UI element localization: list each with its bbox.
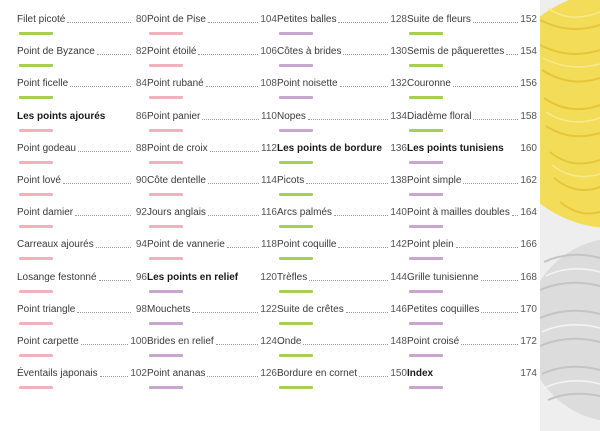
- toc-entry-row: [147, 135, 277, 161]
- toc-entry[interactable]: [407, 264, 537, 296]
- color-bar: [279, 32, 313, 35]
- dot-leader: [210, 151, 259, 152]
- dot-leader: [512, 215, 518, 216]
- toc-entry-row: [277, 264, 407, 290]
- toc-entry[interactable]: [407, 38, 537, 70]
- dot-leader: [81, 344, 129, 345]
- toc-page-number: 136: [390, 142, 407, 154]
- toc-entry[interactable]: [17, 264, 147, 296]
- toc-entry[interactable]: [17, 231, 147, 263]
- toc-entry[interactable]: [17, 167, 147, 199]
- dot-leader: [77, 312, 131, 313]
- toc-page-number: 126: [260, 367, 277, 379]
- toc-entry[interactable]: [17, 360, 147, 392]
- color-bar: [19, 129, 53, 132]
- toc-entry-row: [17, 264, 147, 290]
- dot-leader: [338, 22, 388, 23]
- toc-entry-title: Point de Byzance: [17, 45, 95, 57]
- toc-entry-title: Carreaux ajourés: [17, 238, 94, 250]
- toc-entry-title: Les points de bordure: [277, 142, 383, 154]
- dot-leader: [97, 54, 131, 55]
- toc-page-number: 148: [390, 335, 407, 347]
- toc-entry-title: Point godeau: [17, 142, 76, 154]
- color-bar: [279, 322, 313, 325]
- color-bar: [19, 225, 53, 228]
- toc-entry-title: Point de Pise: [147, 13, 206, 25]
- yarn-illustration: [540, 0, 600, 431]
- toc-entry[interactable]: [407, 199, 537, 231]
- dot-leader: [461, 344, 518, 345]
- toc-entry-title: Point croisé: [407, 335, 460, 347]
- toc-entry-title: Point simple: [407, 174, 462, 186]
- toc-entry-row: [17, 38, 147, 64]
- toc-entry[interactable]: [147, 38, 277, 70]
- dot-leader: [67, 22, 131, 23]
- toc-entry-row: [17, 231, 147, 257]
- dot-leader: [506, 54, 518, 55]
- dot-leader: [334, 215, 388, 216]
- color-bar: [409, 161, 443, 164]
- toc-entry[interactable]: [277, 103, 407, 135]
- toc-entry[interactable]: [277, 360, 407, 392]
- toc-entry-title: Les points tunisiens: [407, 142, 504, 154]
- dot-leader: [70, 86, 131, 87]
- color-bar: [409, 64, 443, 67]
- toc-page-number: 150: [390, 367, 407, 379]
- color-bar: [149, 96, 183, 99]
- toc-entry[interactable]: [147, 70, 277, 102]
- color-bar: [19, 386, 53, 389]
- color-bar: [279, 225, 313, 228]
- toc-entry[interactable]: [17, 38, 147, 70]
- toc-page-number: 94: [135, 238, 147, 250]
- toc-entry[interactable]: [147, 199, 277, 231]
- toc-entry-row: [147, 167, 277, 193]
- toc-page-number: 122: [260, 303, 277, 315]
- toc-entry-title: Diadème floral: [407, 110, 472, 122]
- toc-entry-title: Mouchets: [147, 303, 191, 315]
- toc-entry-title: Petites coquilles: [407, 303, 480, 315]
- toc-entry[interactable]: [17, 199, 147, 231]
- toc-entry[interactable]: [147, 6, 277, 38]
- toc-entry-row: [277, 296, 407, 322]
- toc-entry-row: [17, 360, 147, 386]
- toc-entry-row: [17, 6, 147, 32]
- toc-page-number: 152: [520, 13, 537, 25]
- toc-page-number: 128: [390, 13, 407, 25]
- dot-leader: [473, 22, 518, 23]
- dot-leader: [309, 280, 388, 281]
- toc-entry-title: Côte dentelle: [147, 174, 206, 186]
- color-bar: [409, 193, 443, 196]
- toc-entry-row: [407, 296, 537, 322]
- toc-page-number: 88: [135, 142, 147, 154]
- toc-entry-title: Index: [407, 367, 434, 379]
- color-bar: [279, 96, 313, 99]
- toc-entry-row: [147, 360, 277, 386]
- toc-entry-title: Point à mailles doubles: [407, 206, 510, 218]
- toc-page-number: 116: [261, 206, 277, 218]
- dot-leader: [216, 344, 259, 345]
- toc-section-heading[interactable]: [407, 135, 537, 167]
- toc-page-number: 172: [520, 335, 537, 347]
- toc-entry[interactable]: [147, 135, 277, 167]
- toc-entry-row: [277, 360, 407, 386]
- color-bar: [149, 386, 183, 389]
- toc-entry[interactable]: [147, 360, 277, 392]
- toc-section-heading[interactable]: [277, 135, 407, 167]
- toc-entry-title: Brides en relief: [147, 335, 214, 347]
- toc-section-heading[interactable]: [407, 360, 537, 392]
- toc-page-number: 138: [390, 174, 407, 186]
- toc-entry[interactable]: [147, 231, 277, 263]
- dot-leader: [208, 22, 258, 23]
- dot-leader: [198, 54, 258, 55]
- color-bar: [279, 161, 313, 164]
- toc-page-number: 164: [520, 206, 537, 218]
- toc-page-number: 108: [260, 77, 277, 89]
- toc-entry[interactable]: [407, 167, 537, 199]
- dot-leader: [303, 344, 388, 345]
- toc-entry-title: Point lové: [17, 174, 61, 186]
- toc-entry-title: Suite de crêtes: [277, 303, 344, 315]
- toc-entry-title: Point coquille: [277, 238, 337, 250]
- toc-entry[interactable]: [407, 328, 537, 360]
- toc-entry[interactable]: [407, 103, 537, 135]
- color-bar: [279, 129, 313, 132]
- dot-leader: [63, 183, 131, 184]
- color-bar: [19, 64, 53, 67]
- dot-leader: [481, 280, 519, 281]
- toc-entry-title: Nopes: [277, 110, 306, 122]
- toc-entry-title: Jours anglais: [147, 206, 206, 218]
- toc-page-number: 100: [130, 335, 147, 347]
- toc-entry-row: [407, 360, 537, 386]
- toc-entry-title: Point ananas: [147, 367, 206, 379]
- toc-page-number: 174: [520, 367, 537, 379]
- toc-entry-row: [17, 199, 147, 225]
- color-bar: [409, 129, 443, 132]
- dot-leader: [208, 183, 259, 184]
- color-bar: [409, 257, 443, 260]
- dot-leader: [343, 54, 388, 55]
- toc-entry[interactable]: [17, 135, 147, 167]
- toc-entry-row: [277, 103, 407, 129]
- toc-entry-row: [407, 38, 537, 64]
- yarn-photo: [540, 0, 600, 431]
- toc-page-number: 106: [260, 45, 277, 57]
- color-bar: [19, 161, 53, 164]
- toc-entry-title: Grille tunisienne: [407, 271, 479, 283]
- color-bar: [149, 193, 183, 196]
- toc-entry-title: Filet picoté: [17, 13, 66, 25]
- toc-entry-row: [277, 199, 407, 225]
- toc-entry-title: Onde: [277, 335, 302, 347]
- toc-page-number: 114: [261, 174, 277, 186]
- toc-page-number: 84: [135, 77, 147, 89]
- toc-entry-row: [277, 70, 407, 96]
- color-bar: [409, 354, 443, 357]
- toc-section-heading[interactable]: [17, 103, 147, 135]
- toc-page-number: 102: [130, 367, 147, 379]
- toc-entry[interactable]: [407, 296, 537, 328]
- color-bar: [149, 290, 183, 293]
- toc-entry[interactable]: [147, 167, 277, 199]
- toc-entry-row: [407, 231, 537, 257]
- toc-entry[interactable]: [277, 328, 407, 360]
- toc-entry-row: [147, 328, 277, 354]
- toc-entry-row: [277, 6, 407, 32]
- dot-leader: [346, 312, 389, 313]
- dot-leader: [456, 247, 519, 248]
- toc-entry-title: Point damier: [17, 206, 74, 218]
- color-bar: [19, 354, 53, 357]
- color-bar: [149, 161, 183, 164]
- toc-page-number: 82: [135, 45, 147, 57]
- toc-entry-row: [407, 103, 537, 129]
- color-bar: [149, 354, 183, 357]
- toc-entry-title: Couronne: [407, 77, 451, 89]
- dot-leader: [340, 86, 389, 87]
- toc-page-number: 110: [261, 110, 277, 122]
- toc-entry-row: [17, 296, 147, 322]
- toc-entry[interactable]: [17, 296, 147, 328]
- toc-entry[interactable]: [277, 167, 407, 199]
- toc-entry-title: Suite de fleurs: [407, 13, 471, 25]
- toc-entry-row: [147, 38, 277, 64]
- toc-entry-row: [17, 135, 147, 161]
- dot-leader: [473, 119, 518, 120]
- dot-leader: [99, 280, 131, 281]
- dot-leader: [202, 119, 259, 120]
- toc-entry[interactable]: [147, 328, 277, 360]
- dot-leader: [208, 215, 259, 216]
- toc-entry-row: [407, 70, 537, 96]
- dot-leader: [206, 86, 259, 87]
- toc-section-heading[interactable]: [147, 264, 277, 296]
- toc-entry[interactable]: [277, 296, 407, 328]
- toc-page-number: 160: [520, 142, 537, 154]
- color-bar: [149, 322, 183, 325]
- toc-page-number: 118: [261, 238, 277, 250]
- toc-entry-row: [407, 135, 537, 161]
- dot-leader: [306, 183, 388, 184]
- toc-page-number: 120: [260, 271, 277, 283]
- color-bar: [19, 96, 53, 99]
- toc-page-number: 98: [135, 303, 147, 315]
- toc-entry[interactable]: [407, 70, 537, 102]
- toc-entry-title: Point carpette: [17, 335, 79, 347]
- toc-entry-row: [277, 328, 407, 354]
- color-bar: [19, 193, 53, 196]
- toc-entry-title: Point rubané: [147, 77, 204, 89]
- toc-page-number: 124: [260, 335, 277, 347]
- dot-leader: [78, 151, 131, 152]
- toc-page-number: 112: [261, 142, 277, 154]
- color-bar: [409, 225, 443, 228]
- color-bar: [19, 322, 53, 325]
- toc-entry-title: Point noisette: [277, 77, 338, 89]
- dot-leader: [227, 247, 259, 248]
- toc-page-number: 86: [135, 110, 147, 122]
- dot-leader: [207, 376, 258, 377]
- toc-entry[interactable]: [17, 328, 147, 360]
- toc-page-number: 92: [135, 206, 147, 218]
- color-bar: [279, 64, 313, 67]
- toc-entry[interactable]: [277, 231, 407, 263]
- toc-entry-title: Bordure en cornet: [277, 367, 358, 379]
- toc-page-number: 140: [390, 206, 407, 218]
- toc-page-number: 130: [390, 45, 407, 57]
- dot-leader: [359, 376, 388, 377]
- toc-page-number: 90: [135, 174, 147, 186]
- toc-entry[interactable]: [277, 6, 407, 38]
- toc-entry-title: Picots: [277, 174, 305, 186]
- color-bar: [19, 290, 53, 293]
- toc-entry-row: [147, 296, 277, 322]
- toc-entry-title: Point ficelle: [17, 77, 69, 89]
- color-bar: [279, 386, 313, 389]
- toc-entry[interactable]: [17, 70, 147, 102]
- toc-page-number: 170: [520, 303, 537, 315]
- toc-page-number: 168: [520, 271, 537, 283]
- toc-entry-row: [17, 167, 147, 193]
- toc-entry[interactable]: [277, 199, 407, 231]
- color-bar: [409, 322, 443, 325]
- toc-entry-title: Point plein: [407, 238, 454, 250]
- toc-page-number: 144: [390, 271, 407, 283]
- toc-entry[interactable]: [147, 296, 277, 328]
- toc-page-number: 80: [135, 13, 147, 25]
- color-bar: [279, 290, 313, 293]
- toc-entry-row: [407, 264, 537, 290]
- toc-page-number: 158: [520, 110, 537, 122]
- toc-entry-title: Arcs palmés: [277, 206, 333, 218]
- dot-leader: [308, 119, 388, 120]
- toc-entry-row: [277, 167, 407, 193]
- toc-entry-title: Point étoilé: [147, 45, 197, 57]
- toc-entry-row: [277, 38, 407, 64]
- color-bar: [149, 32, 183, 35]
- toc-entry-row: [147, 264, 277, 290]
- color-bar: [19, 32, 53, 35]
- color-bar: [19, 257, 53, 260]
- toc-page-number: 162: [520, 174, 537, 186]
- toc-page-number: 134: [390, 110, 407, 122]
- toc-entry-title: Point panier: [147, 110, 201, 122]
- dot-leader: [100, 376, 129, 377]
- toc-page-number: 96: [135, 271, 147, 283]
- toc-entry-row: [277, 231, 407, 257]
- toc-page-number: 146: [390, 303, 407, 315]
- toc-entry-title: Point de croix: [147, 142, 208, 154]
- toc-entry-row: [407, 328, 537, 354]
- color-bar: [279, 257, 313, 260]
- toc-entry-title: Semis de pâquerettes: [407, 45, 505, 57]
- toc-entry[interactable]: [277, 264, 407, 296]
- toc-page-number: 154: [520, 45, 537, 57]
- toc-entry-row: [147, 103, 277, 129]
- color-bar: [409, 96, 443, 99]
- dot-leader: [338, 247, 388, 248]
- toc-entry[interactable]: [277, 70, 407, 102]
- toc-entry[interactable]: [407, 231, 537, 263]
- toc-entry-row: [407, 199, 537, 225]
- toc-entry-row: [147, 6, 277, 32]
- toc-entry-title: Point triangle: [17, 303, 76, 315]
- toc-entry-title: Point de vannerie: [147, 238, 225, 250]
- dot-leader: [75, 215, 131, 216]
- toc-entry-title: Petites balles: [277, 13, 337, 25]
- color-bar: [149, 257, 183, 260]
- toc-entry-title: Éventails japonais: [17, 367, 98, 379]
- toc-entry-title: Côtes à brides: [277, 45, 342, 57]
- dot-leader: [192, 312, 258, 313]
- toc-entry-title: Trèfles: [277, 271, 308, 283]
- toc-entry[interactable]: [407, 6, 537, 38]
- toc-entry-row: [17, 70, 147, 96]
- toc-entry-row: [17, 328, 147, 354]
- toc-page-number: 166: [520, 238, 537, 250]
- toc-entry[interactable]: [147, 103, 277, 135]
- dot-leader: [481, 312, 518, 313]
- toc-entry-row: [147, 70, 277, 96]
- color-bar: [409, 386, 443, 389]
- toc-entry-row: [407, 167, 537, 193]
- toc-entry-title: Losange festonné: [17, 271, 97, 283]
- toc-entry-row: [147, 199, 277, 225]
- toc-entry-title: Les points ajourés: [17, 110, 106, 122]
- toc-entry-row: [17, 103, 147, 129]
- color-bar: [279, 193, 313, 196]
- color-bar: [279, 354, 313, 357]
- dot-leader: [96, 247, 131, 248]
- toc-entry-row: [147, 231, 277, 257]
- toc-page-number: 156: [520, 77, 537, 89]
- toc-entry[interactable]: [17, 6, 147, 38]
- toc-entry-row: [277, 135, 407, 161]
- toc-page-number: 132: [390, 77, 407, 89]
- toc-entry[interactable]: [277, 38, 407, 70]
- color-bar: [409, 290, 443, 293]
- toc-page-number: 104: [260, 13, 277, 25]
- color-bar: [409, 32, 443, 35]
- toc-page-number: 142: [390, 238, 407, 250]
- color-bar: [149, 225, 183, 228]
- toc-entry-row: [407, 6, 537, 32]
- dot-leader: [453, 86, 518, 87]
- color-bar: [149, 64, 183, 67]
- color-bar: [149, 129, 183, 132]
- toc-entry-title: Les points en relief: [147, 271, 239, 283]
- dot-leader: [463, 183, 518, 184]
